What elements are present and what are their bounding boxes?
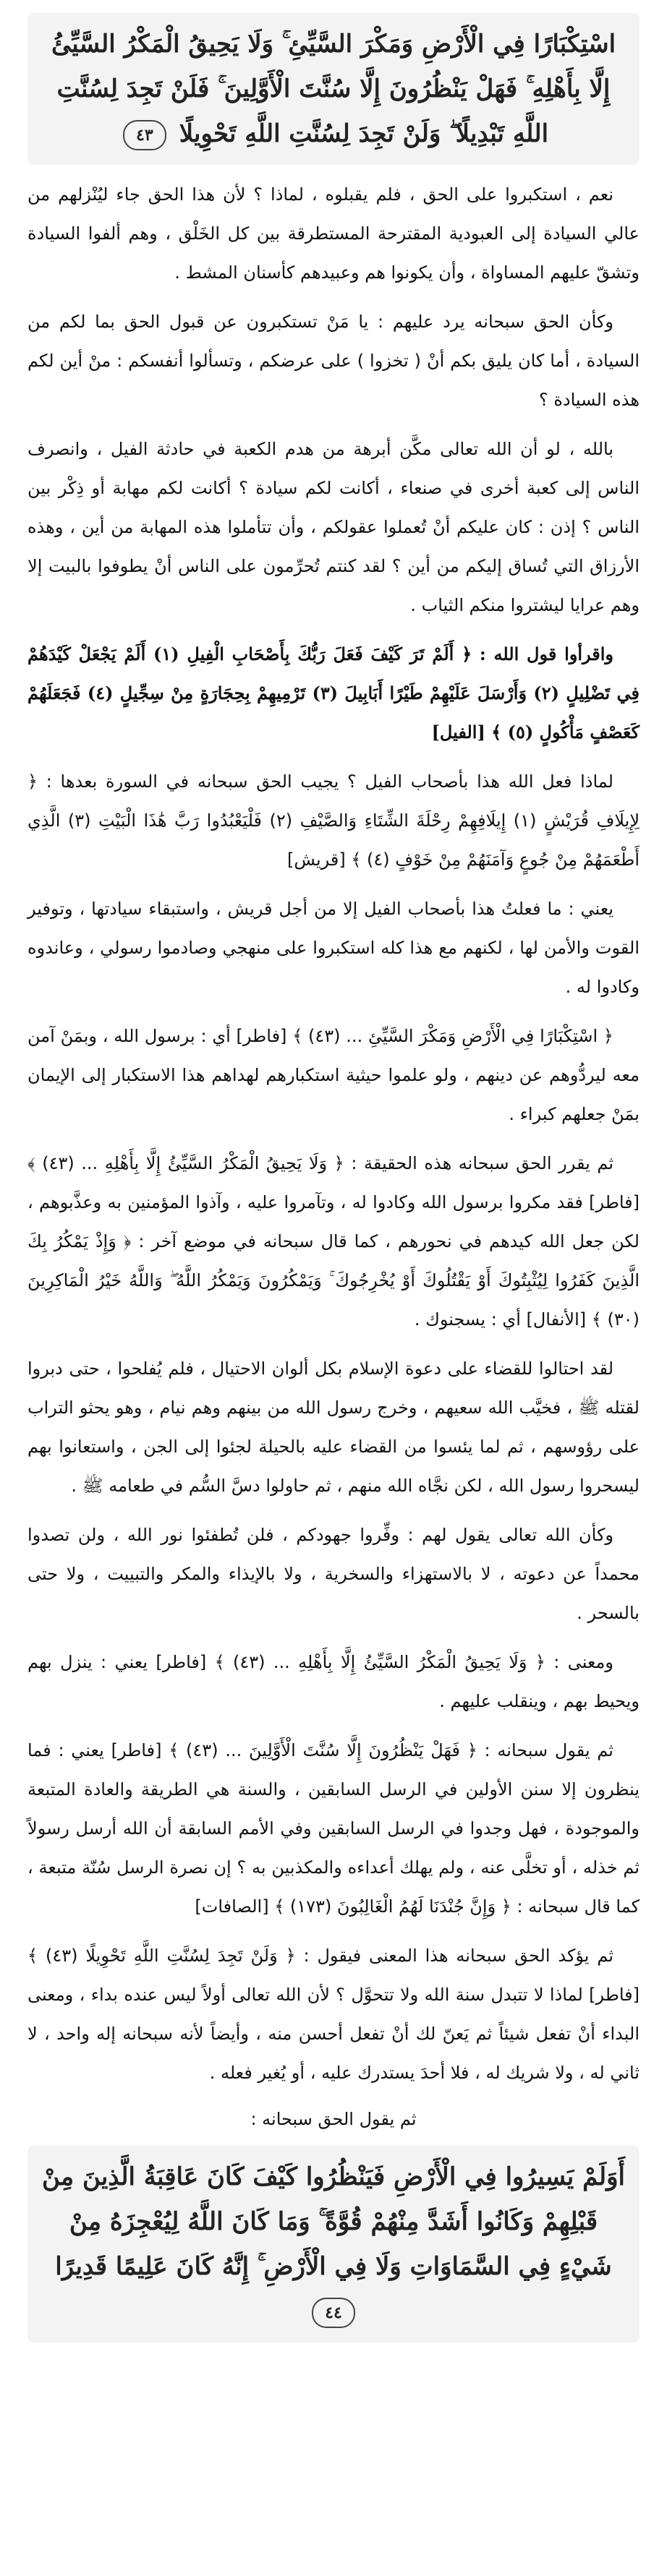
paragraph: ومعنى : ﴿ وَلَا يَحِيقُ الْمَكْرُ السَّيِّئُ إِلَّا بِأَهْلِهِ ... (٤٣) ﴾ [فاطر] يعني : ينزل بهم ويحيط بهم ، وينقلب عليهم . bbox=[27, 1652, 640, 1711]
quran-verse-header bbox=[27, 13, 640, 165]
verse-number: ٤٤ bbox=[312, 2298, 355, 2328]
paragraph-quote-fil: واقرأوا قول الله : ﴿ أَلَمْ تَرَ كَيْفَ فَعَلَ رَبُّكَ بِأَصْحَابِ الْفِيلِ (١) أَلَمْ يَجْعَلْ كَيْدَهُمْ فِي تَضْلِيلٍ (٢) وَأَرْسَلَ عَلَيْهِمْ طَيْرًا أَبَابِيلَ (٣) تَرْمِيهِمْ بِحِجَارَةٍ مِنْ سِجِّيلٍ (٤) فَجَعَلَهُمْ كَعَصْفٍ مَأْكُولٍ (٥) ﴾ [الفيل] bbox=[27, 643, 640, 743]
paragraph: وكأن الله تعالى يقول لهم : وفِّروا جهودكم ، فلن تُطفئوا نور الله ، ولن تصدوا محمداً عن دعوته ، لا بالاستهزاء والسخرية ، ولا بالإيذاء والمكر والتبييت ، ولا حتى بالسحر . bbox=[27, 1525, 640, 1623]
paragraph: ﴿ اسْتِكْبَارًا فِي الْأَرْضِ وَمَكْرَ السَّيِّئِ ... (٤٣) ﴾ [فاطر] أي : برسول الله ، وبمَنْ آمن معه ليردُّوهم عن دينهم ، ولو علموا حيثية استكبارهم لهداهم هذا الاستكبار إلى الإيمان بمَنْ جعلهم كبراء . bbox=[27, 1026, 640, 1124]
closing-line: ثم يقول الحق سبحانه : bbox=[250, 2109, 417, 2129]
paragraph-quote-quraysh: لماذا فعل الله هذا بأصحاب الفيل ؟ يجيب الحق سبحانه في السورة بعدها : ﴿ لِإِيلَافِ قُرَيْشٍ (١) إِيلَافِهِمْ رِحْلَةَ الشِّتَاءِ وَالصَّيْفِ (٢) فَلْيَعْبُدُوا رَبَّ هَٰذَا الْبَيْتِ (٣) الَّذِي أَطْعَمَهُمْ مِنْ جُوعٍ وَآمَنَهُمْ مِنْ خَوْفٍ (٤) ﴾ [قريش] bbox=[27, 771, 640, 870]
paragraph: ثم يقرر الحق سبحانه هذه الحقيقة : ﴿ وَلَا يَحِيقُ الْمَكْرُ السَّيِّئُ إِلَّا بِأَهْلِهِ ... (٤٣) ﴾ [فاطر] فقد مكروا برسول الله وكادوا له ، وتآمروا عليه ، وآذوا المؤمنين به وعذَّبوهم ، لكن جعل الله كيدهم في نحورهم ، كما قال سبحانه في موضع آخر : ﴿ وَإِذْ يَمْكُرُ بِكَ الَّذِينَ كَفَرُوا لِيُثْبِتُوكَ أَوْ يَقْتُلُوكَ أَوْ يُخْرِجُوكَ ۚ وَيَمْكُرُونَ وَيَمْكُرُ اللَّهُ ۖ وَاللَّهُ خَيْرُ الْمَاكِرِينَ (٣٠) ﴾ [الأنفال] أي : يسجنوك . bbox=[27, 1153, 640, 1330]
quran-verse-footer bbox=[27, 2146, 640, 2342]
paragraph: لقد احتالوا للقضاء على دعوة الإسلام بكل ألوان الاحتيال ، فلم يُفلحوا ، حتى دبروا لقتله ﷺ ، فخيَّب الله سعيهم ، وخرج رسول الله من بينهم وهم نيام ، وهو يحثو التراب على رؤوسهم ، ثم لما يئسوا من القضاء عليه بالحيلة لجئوا إلى الجن ، واستعانوا بهم ليسحروا رسول الله ، لكن نجَّاه الله منهم ، ثم حاولوا دسَّ السُّم في طعامه ﷺ . bbox=[27, 1358, 640, 1496]
paragraph: بالله ، لو أن الله تعالى مكَّن أبرهة من هدم الكعبة في حادثة الفيل ، وانصرف الناس إلى كعبة أخرى في صنعاء ، أكانت لكم سيادة ؟ أكانت لكم مهابة أو ذِكْر بين الناس ؟ إذن : كان عليكم أنْ تُعملوا عقولكم ، وأن تتأملوا هذه المهابة من أين ، وهذه الأرزاق التي تُساق إليكم من أين ؟ لقد كنتم تُحرِّمون على الناس أنْ يطوفوا بالبيت إلا وهم عرايا ليشتروا منكم الثياب . bbox=[27, 439, 640, 615]
paragraph: ثم يقول سبحانه : ﴿ فَهَلْ يَنْظُرُونَ إِلَّا سُنَّتَ الْأَوَّلِينَ ... (٤٣) ﴾ [فاطر] يعني : فما ينظرون إلا سنن الأولين في الرسل السابقين ، والسنة هي الطريقة والعادة المتبعة والموجودة ، فهل وجدوا في الرسل السابقين وفي الأمم السابقة أن الله أرسل رسولاً ثم خذله ، أو تخلَّى عنه ، ولم يهلك أعداءه والمكذبين به ؟ إن نصرة الرسل سُنّة متبعة ، كما قال سبحانه : ﴿ وَإِنَّ جُنْدَنَا لَهُمُ الْغَالِبُونَ (١٧٣) ﴾ [الصافات] bbox=[27, 1740, 640, 1917]
verse-text: أَوَلَمْ يَسِيرُوا فِي الْأَرْضِ فَيَنْظُرُوا كَيْفَ كَانَ عَاقِبَةُ الَّذِينَ مِنْ قَبْلِهِمْ وَكَانُوا أَشَدَّ مِنْهُمْ قُوَّةً ۚ وَمَا كَانَ اللَّهُ لِيُعْجِزَهُ مِنْ شَيْءٍ فِي السَّمَاوَاتِ وَلَا فِي الْأَرْضِ ۚ إِنَّهُ كَانَ عَلِيمًا قَدِيرًا bbox=[42, 2162, 625, 2281]
verse-number: ٤٣ bbox=[123, 120, 166, 150]
verse-text: اسْتِكْبَارًا فِي الْأَرْضِ وَمَكْرَ السَّيِّئِ ۚ وَلَا يَحِيقُ الْمَكْرُ السَّيِّئُ إِلَّا بِأَهْلِهِ ۚ فَهَلْ يَنْظُرُونَ إِلَّا سُنَّتَ الْأَوَّلِينَ ۚ فَلَنْ تَجِدَ لِسُنَّتِ اللَّهِ تَبْدِيلًا ۖ وَلَنْ تَجِدَ لِسُنَّتِ اللَّهِ تَحْوِيلًا bbox=[51, 30, 616, 148]
paragraph: ثم يؤكد الحق سبحانه هذا المعنى فيقول : ﴿ وَلَنْ تَجِدَ لِسُنَّتِ اللَّهِ تَحْوِيلًا (٤٣) ﴾ [فاطر] لماذا لا تتبدل سنة الله ولا تتحوَّل ؟ لأن الله تعالى أولاً ليس عنده بداء ، ومعنى البداء أنْ تفعل شيئاً ثم يَعنّ لك أنْ تفعل أحسن منه ، وأيضاً لأنه سبحانه إله واحد ، لا ثاني له ، ولا شريك له ، فلا أحدَ يستدرك عليه ، أو يُغير فعله . bbox=[27, 1946, 640, 2083]
paragraph: وكأن الحق سبحانه يرد عليهم : يا مَنْ تستكبرون عن قبول الحق بما لكم من السيادة ، أما كان يليق بكم أنْ ( تخزوا ) على عرضكم ، وتسألوا أنفسكم : منْ أين لكم هذه السيادة ؟ bbox=[27, 312, 640, 410]
paragraph: نعم ، استكبروا على الحق ، فلم يقبلوه ، لماذا ؟ لأن هذا الحق جاء ليُنْزلهم من عالي السيادة إلى العبودية المقترحة المستطرقة بين كل الخَلْق ، وهم ألفوا السيادة وتشقّ عليهم المساواة ، وأن يكونوا هم وعبيدهم كأسنان المشط . bbox=[27, 184, 640, 283]
paragraph: يعني : ما فعلتُ هذا بأصحاب الفيل إلا من أجل قريش ، واستبقاء سيادتها ، وتوفير القوت والأمن لها ، لكنهم مع هذا كله استكبروا على منهجي وصادموا رسولي ، وعاندوه وكادوا له . bbox=[27, 899, 640, 997]
